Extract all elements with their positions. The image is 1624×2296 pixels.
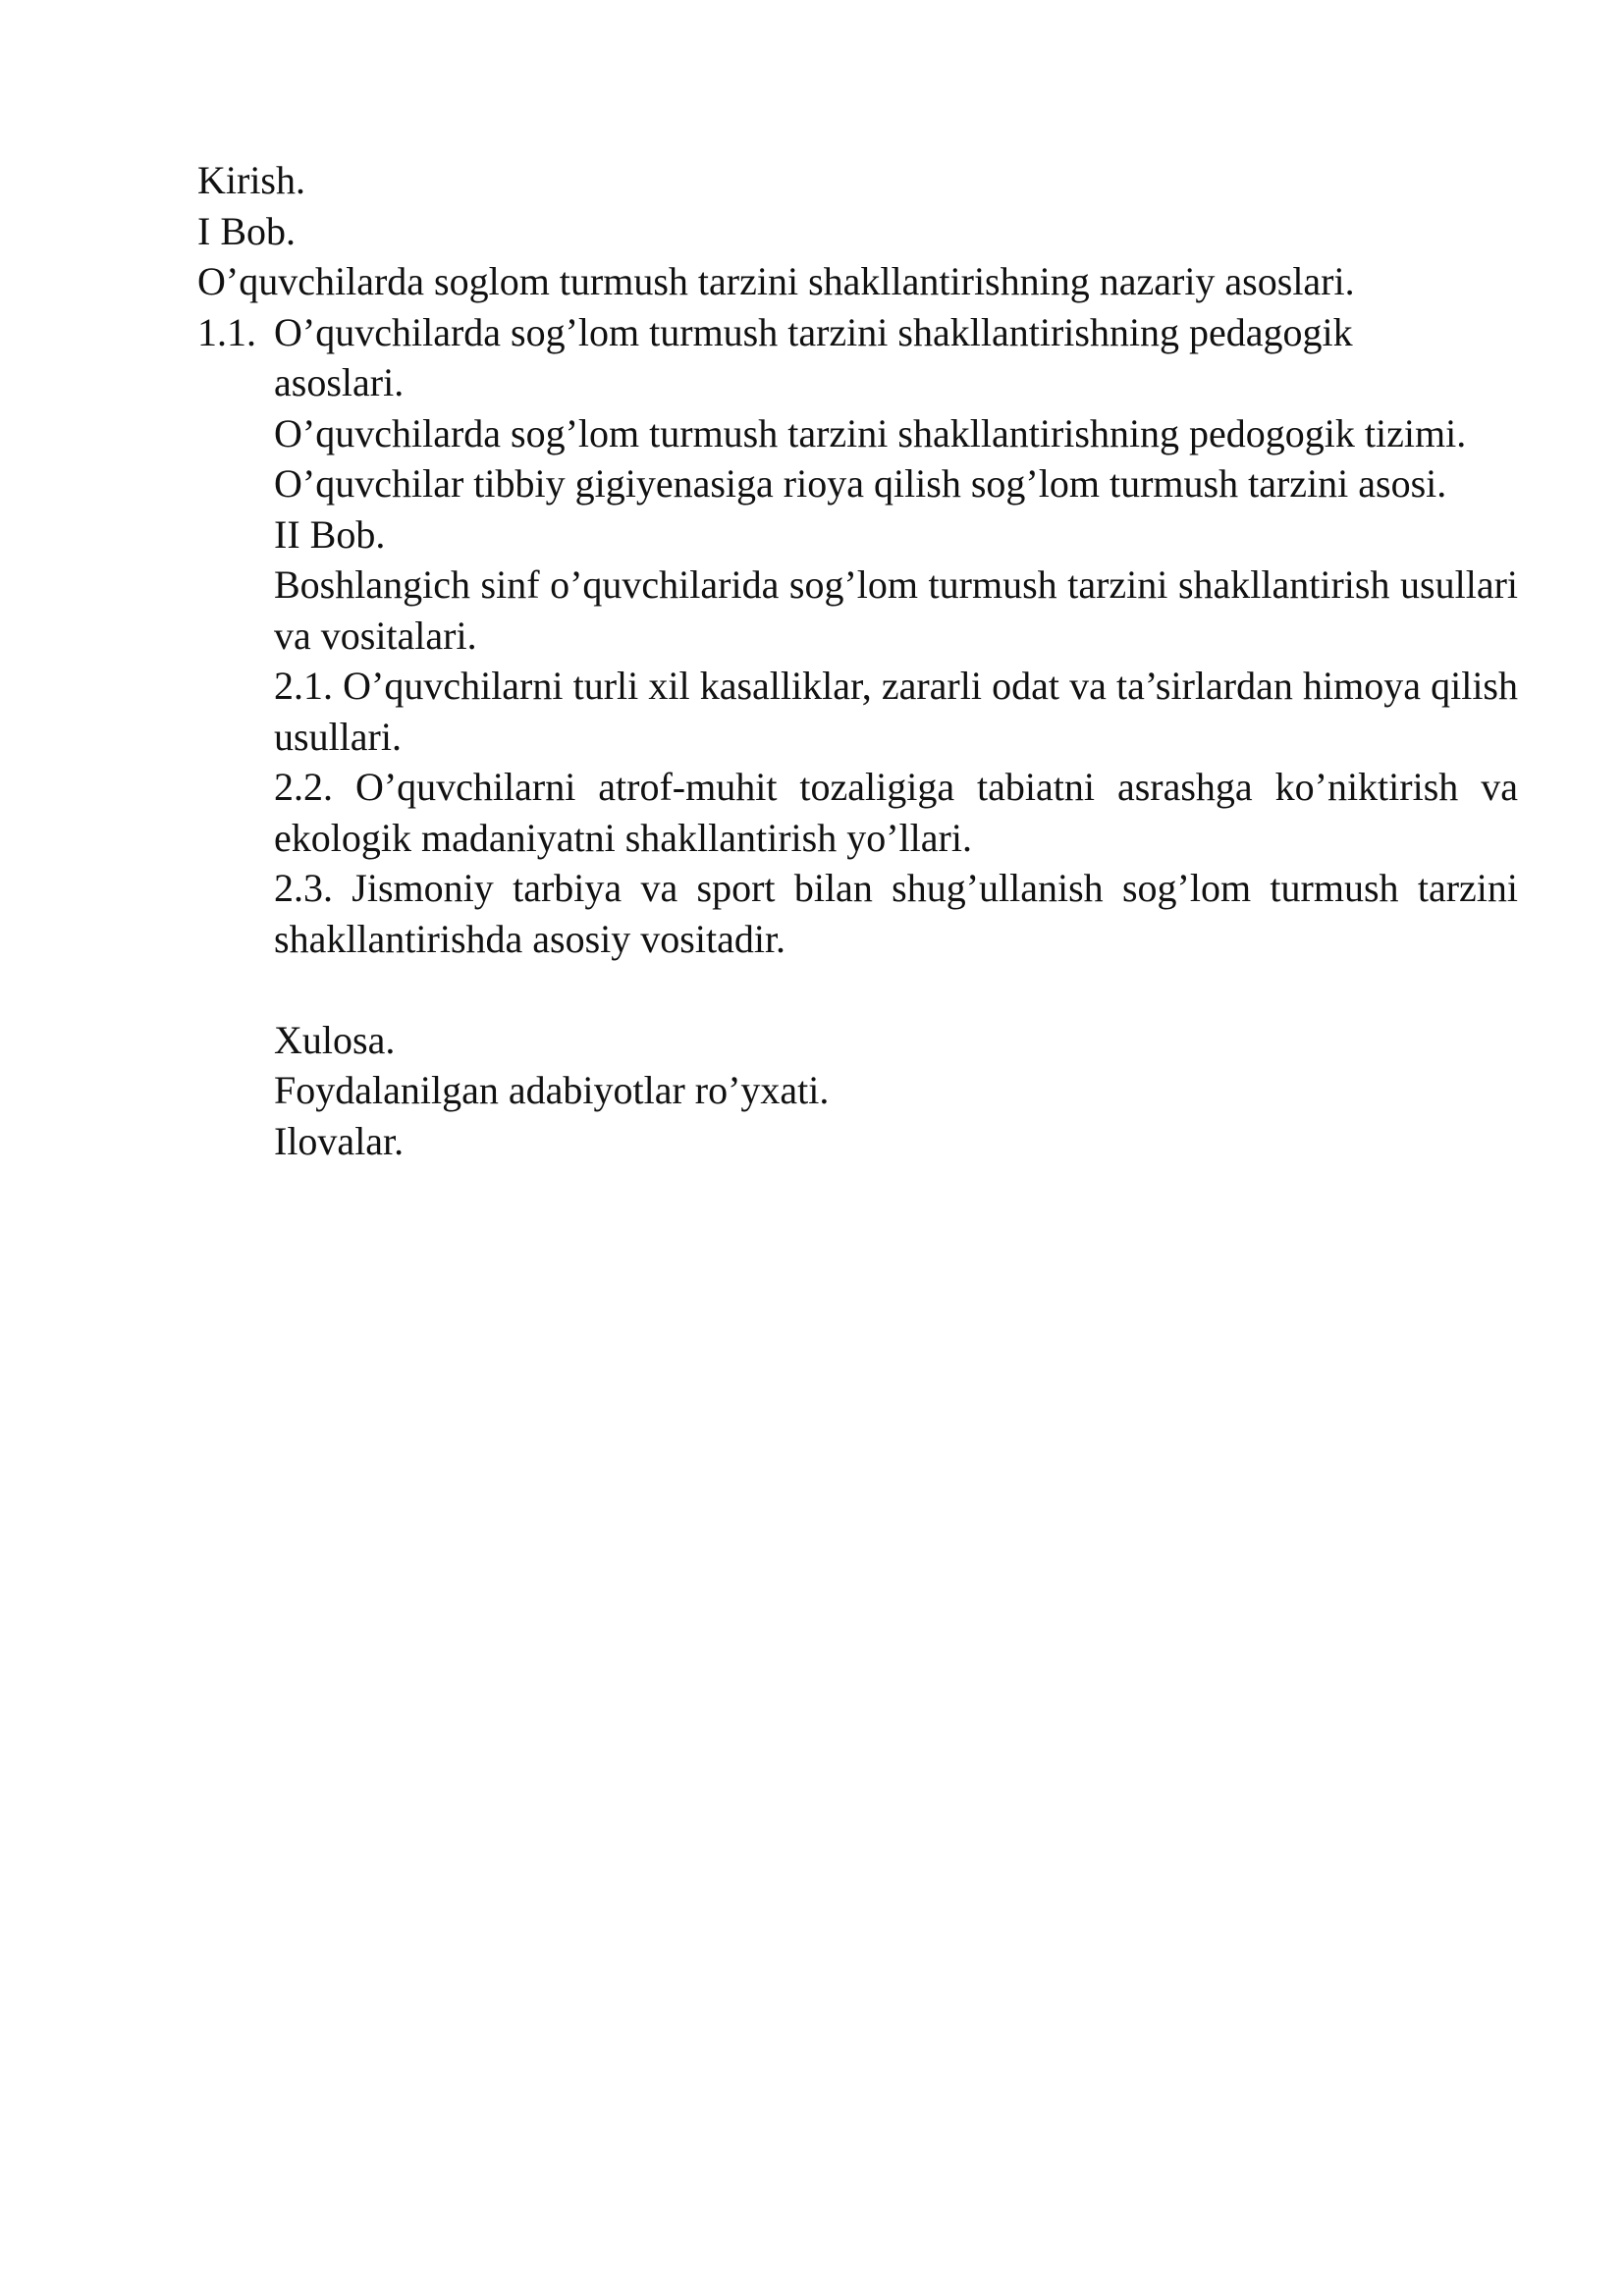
toc-conclusion: Xulosa.	[274, 1017, 396, 1062]
toc-chapter1-label: I Bob.	[197, 208, 296, 253]
toc-chapter2-title: Boshlangich sinf o’quvchilarida sog’lom turmush tarzini shakllantirish usullari va vositalari.	[274, 562, 1518, 658]
toc-item-1-3: O’quvchilar tibbiy gigiyenasiga rioya qilish sog’lom turmush tarzini asosi.	[274, 461, 1447, 506]
toc-spacer	[197, 964, 1518, 1015]
table-of-contents	[197, 155, 1518, 1166]
toc-item-1-1	[197, 307, 1518, 408]
toc-item-1-1-text: O’quvchilarda sog’lom turmush tarzini shakllantirishning pedagogik	[274, 309, 1353, 354]
toc-item-2-1: 2.1. O’quvchilarni turli xil kasalliklar, zararli odat va ta’sirlardan himoya qilish usullari.	[274, 664, 1518, 759]
toc-chapter1-title: O’quvchilarda soglom turmush tarzini shakllantirishning nazariy asoslari.	[197, 259, 1355, 303]
toc-references: Foydalanilgan adabiyotlar ro’yxati.	[274, 1068, 830, 1112]
toc-item-1-2: O’quvchilarda sog’lom turmush tarzini shakllantirishning pedogogik tizimi.	[274, 410, 1467, 455]
toc-item-2-3: 2.3. Jismoniy tarbiya va sport bilan shug’ullanish sog’lom turmush tarzini shakllantirishda asosiy vositadir.	[274, 866, 1518, 961]
toc-item-2-2: 2.2. O’quvchilarni atrof-muhit tozaligiga tabiatni asrashga ko’niktirish va ekologik madaniyatni shakllantirish yo’llari.	[274, 765, 1518, 860]
toc-item-1-1-number: 1.1.	[197, 309, 256, 354]
toc-item-1-1-continuation: asoslari.	[274, 360, 405, 404]
toc-appendices: Ilovalar.	[274, 1118, 405, 1163]
toc-intro: Kirish.	[197, 158, 305, 202]
toc-chapter2-label: II Bob.	[274, 511, 386, 557]
